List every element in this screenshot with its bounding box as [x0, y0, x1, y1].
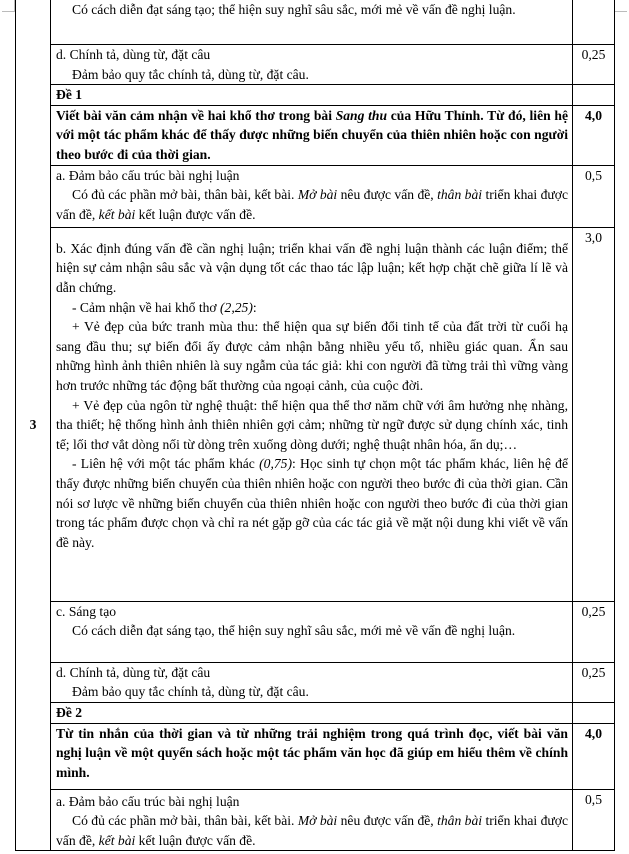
- text: kết luận được vấn đề.: [135, 832, 256, 848]
- criteria-cell: [51, 601, 573, 662]
- score-cell: [573, 702, 615, 723]
- criteria-text: Có cách diễn đạt sáng tạo, thể hiện suy nghĩ sâu sắc, mới mẻ về vấn đề nghị luận.: [72, 623, 516, 639]
- text: triển khai được vấn đề,: [56, 813, 568, 848]
- topic-label: Đề 2: [51, 702, 573, 723]
- criteria-text: Đảm bảo quy tắc chính tả, dùng từ, đặt câu.: [72, 684, 309, 700]
- prompt-text: của Hữu Thỉnh. Từ đó, liên hệ với một tác phẩm khác để thấy được những biến chuyển của thiên nhiên hoặc con người theo bước đi của thời gian.: [56, 107, 568, 162]
- criteria-cell: [51, 789, 573, 851]
- score-cell: 4,0: [573, 723, 615, 789]
- score-cell: [573, 85, 615, 106]
- table-row: [16, 85, 615, 106]
- criteria-text: + Vẻ đẹp của ngôn từ nghệ thuật: thể hiện qua thể thơ năm chữ với âm hưởng nhẹ nhàng, tha thiết; hệ thống hình ảnh thiên nhiên gợi cảm; những từ ngữ được sử dụng chính xác, tinh tế; lối thơ vắt dòng nối từ dòng trên xuống dòng dưới; nghệ thuật nhân hóa, ẩn dụ;…: [56, 397, 568, 452]
- criteria-cell: [51, 227, 573, 601]
- score-cell: 0,25: [573, 45, 615, 85]
- text: Có đủ các phần mở bài, thân bài, kết bài.: [72, 813, 298, 829]
- topic-prompt: Từ tin nhắn của thời gian và từ những trải nghiệm trong quá trình đọc, viết bài văn nghị luận về một quyển sách hoặc một tác phẩm văn học đã giúp em hiểu thêm về chính mình.: [51, 723, 573, 789]
- table-row: [16, 165, 615, 227]
- text: kết bài: [98, 832, 136, 848]
- text: - Cảm nhận về hai khổ thơ: [72, 299, 221, 315]
- page-corner-mark: [2, 11, 14, 12]
- text: thân bài: [437, 813, 483, 829]
- criteria-heading: d. Chính tả, dùng từ, đặt câu: [56, 47, 211, 62]
- table-row: [16, 662, 615, 702]
- criteria-cell: [51, 45, 573, 85]
- criteria-cell: [51, 0, 573, 45]
- question-number: 3: [16, 0, 51, 851]
- table-row: [16, 45, 615, 85]
- text: Mở bài: [297, 187, 338, 203]
- text: (2,25): [220, 299, 253, 315]
- score-cell: 4,0: [573, 105, 615, 165]
- table-row: [16, 601, 615, 662]
- text: :: [252, 299, 257, 315]
- criteria-heading: c. Sáng tạo: [56, 603, 117, 619]
- text: nêu được vấn đề,: [337, 813, 438, 829]
- text: Có đủ các phần mở bài, thân bài, kết bài.: [72, 187, 298, 203]
- score-cell: 0,5: [573, 165, 615, 227]
- table-row: [16, 702, 615, 723]
- score-cell: 3,0: [573, 227, 615, 601]
- text: : Học sinh tự chọn một tác phẩm khác, liên hệ để thấy được những biến chuyển của thiên nhiên hoặc con người theo bước đi của thời gian. Cần nói sơ lược về những biến chuyển của thiên nhiên hoặc con người theo bước đi của thời gian trong tác phẩm được chọn và chỉ ra nét gặp gỡ của các tác giả về mặt nội dung khi viết về vấn đề này.: [56, 456, 568, 550]
- text: kết bài: [98, 206, 136, 222]
- criteria-heading: a. Đảm bảo cấu trúc bài nghị luận: [56, 167, 240, 183]
- topic-prompt: [51, 105, 573, 165]
- criteria-text: [56, 454, 568, 552]
- criteria-cell: [51, 662, 573, 702]
- criteria-text: Đảm bảo quy tắc chính tả, dùng từ, đặt câu.: [72, 66, 309, 82]
- text: - Liên hệ với một tác phẩm khác: [72, 456, 260, 472]
- table-row: [16, 789, 615, 851]
- table-row: [16, 0, 615, 45]
- criteria-text: + Vẻ đẹp của bức tranh mùa thu: thể hiện qua sự biến đổi tinh tế của đất trời từ cuối hạ sang đầu thu; sự biến đổi ấy được cảm nhận bằng nhiều yếu tố, nhiều giác quan. Ẩn sau những hình ảnh thiên nhiên là suy ngẫm của tác giả: khi con người đã từng trải thì vững vàng hơn trước những tác động bất thường của ngoại cảnh, của cuộc đời.: [56, 319, 568, 393]
- criteria-text: [56, 185, 568, 224]
- answer-key-table: [15, 0, 615, 851]
- table-row: [16, 723, 615, 789]
- criteria-heading: d. Chính tả, dùng từ, đặt câu: [56, 664, 211, 680]
- prompt-text: Viết bài văn cảm nhận về hai khổ thơ trong bài: [56, 107, 336, 123]
- criteria-heading: a. Đảm bảo cấu trúc bài nghị luận: [56, 793, 240, 809]
- page-corner-mark: [615, 11, 627, 12]
- score-cell: 0,25: [573, 601, 615, 662]
- text: kết luận được vấn đề.: [135, 206, 256, 222]
- criteria-text: Có cách diễn đạt sáng tạo; thể hiện suy nghĩ sâu sắc, mới mẻ về vấn đề nghị luận.: [72, 2, 516, 17]
- text: nêu được vấn đề,: [337, 187, 438, 203]
- criteria-heading: b. Xác định đúng vấn đề cần nghị luận; triển khai vấn đề nghị luận thành các luận điểm; thể hiện sự cảm nhận sâu sắc và vận dụng tốt các thao tác lập luận; kết hợp chặt chẽ giữa lí lẽ và dẫn chứng.: [56, 240, 568, 295]
- criteria-text: [56, 298, 568, 318]
- score-cell: [573, 0, 615, 45]
- score-cell: 0,25: [573, 662, 615, 702]
- topic-label: Đề 1: [51, 85, 573, 106]
- text: (0,75): [259, 456, 292, 472]
- text: triển khai được vấn đề,: [56, 187, 568, 222]
- table-row: [16, 227, 615, 601]
- text: thân bài: [437, 187, 483, 203]
- table-row: [16, 105, 615, 165]
- text: Mở bài: [297, 813, 338, 829]
- criteria-text: [56, 811, 568, 850]
- score-cell: 0,5: [573, 789, 615, 851]
- poem-title: Sang thu: [335, 107, 388, 123]
- criteria-cell: [51, 165, 573, 227]
